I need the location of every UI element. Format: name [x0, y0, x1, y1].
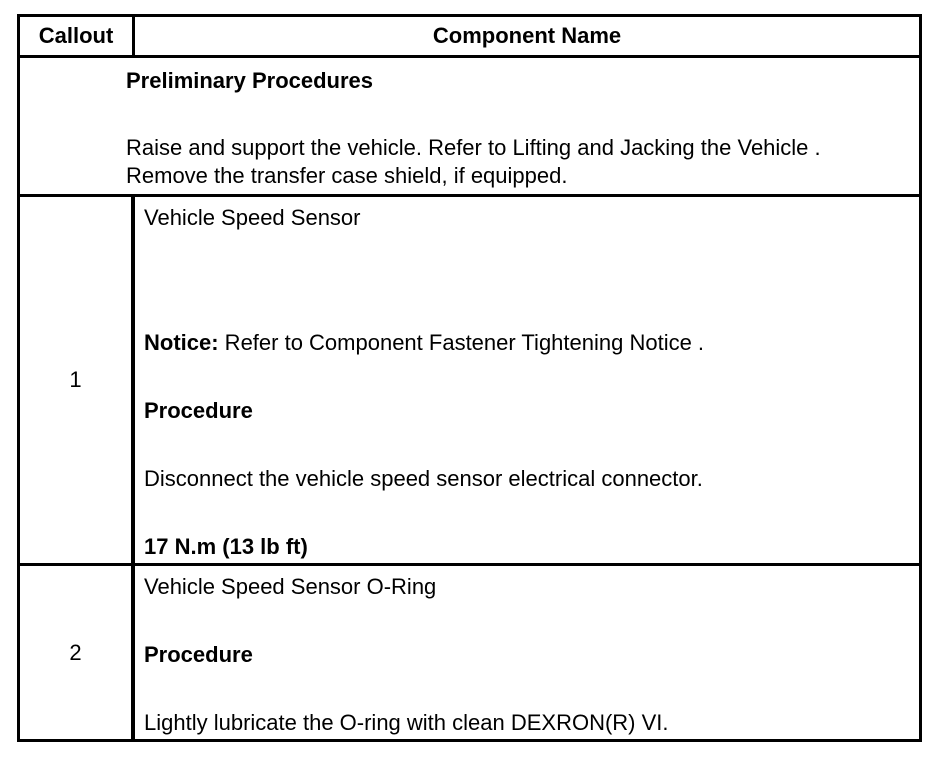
- preliminary-line: Raise and support the vehicle. Refer to Lifting and Jacking the Vehicle .: [126, 135, 821, 160]
- table-row: [20, 566, 919, 739]
- procedure-text: Disconnect the vehicle speed sensor electrical connector.: [144, 466, 703, 491]
- procedure-label: Procedure: [144, 642, 253, 667]
- notice-label: Notice:: [144, 330, 219, 355]
- procedure-text: Lightly lubricate the O-ring with clean DEXRON(R) VI.: [144, 710, 669, 735]
- notice-line: [144, 330, 704, 356]
- procedure-label: Procedure: [144, 398, 253, 423]
- torque-spec: 17 N.m (13 lb ft): [144, 534, 308, 559]
- table-header-row: [20, 17, 919, 58]
- preliminary-heading: Preliminary Procedures: [126, 68, 374, 93]
- component-name: Vehicle Speed Sensor O-Ring: [144, 574, 437, 599]
- callout-number: 1: [20, 197, 135, 563]
- table-row: [20, 197, 919, 566]
- procedure-table: [17, 14, 922, 742]
- preliminary-line: Remove the transfer case shield, if equipped.: [126, 163, 568, 188]
- notice-text: Refer to Component Fastener Tightening Notice .: [218, 330, 705, 355]
- preliminary-procedures-row: [20, 58, 919, 197]
- header-component-name: Component Name: [432, 23, 622, 48]
- component-name: Vehicle Speed Sensor: [144, 205, 361, 230]
- callout-number: 2: [20, 566, 135, 739]
- header-callout: Callout: [20, 17, 135, 55]
